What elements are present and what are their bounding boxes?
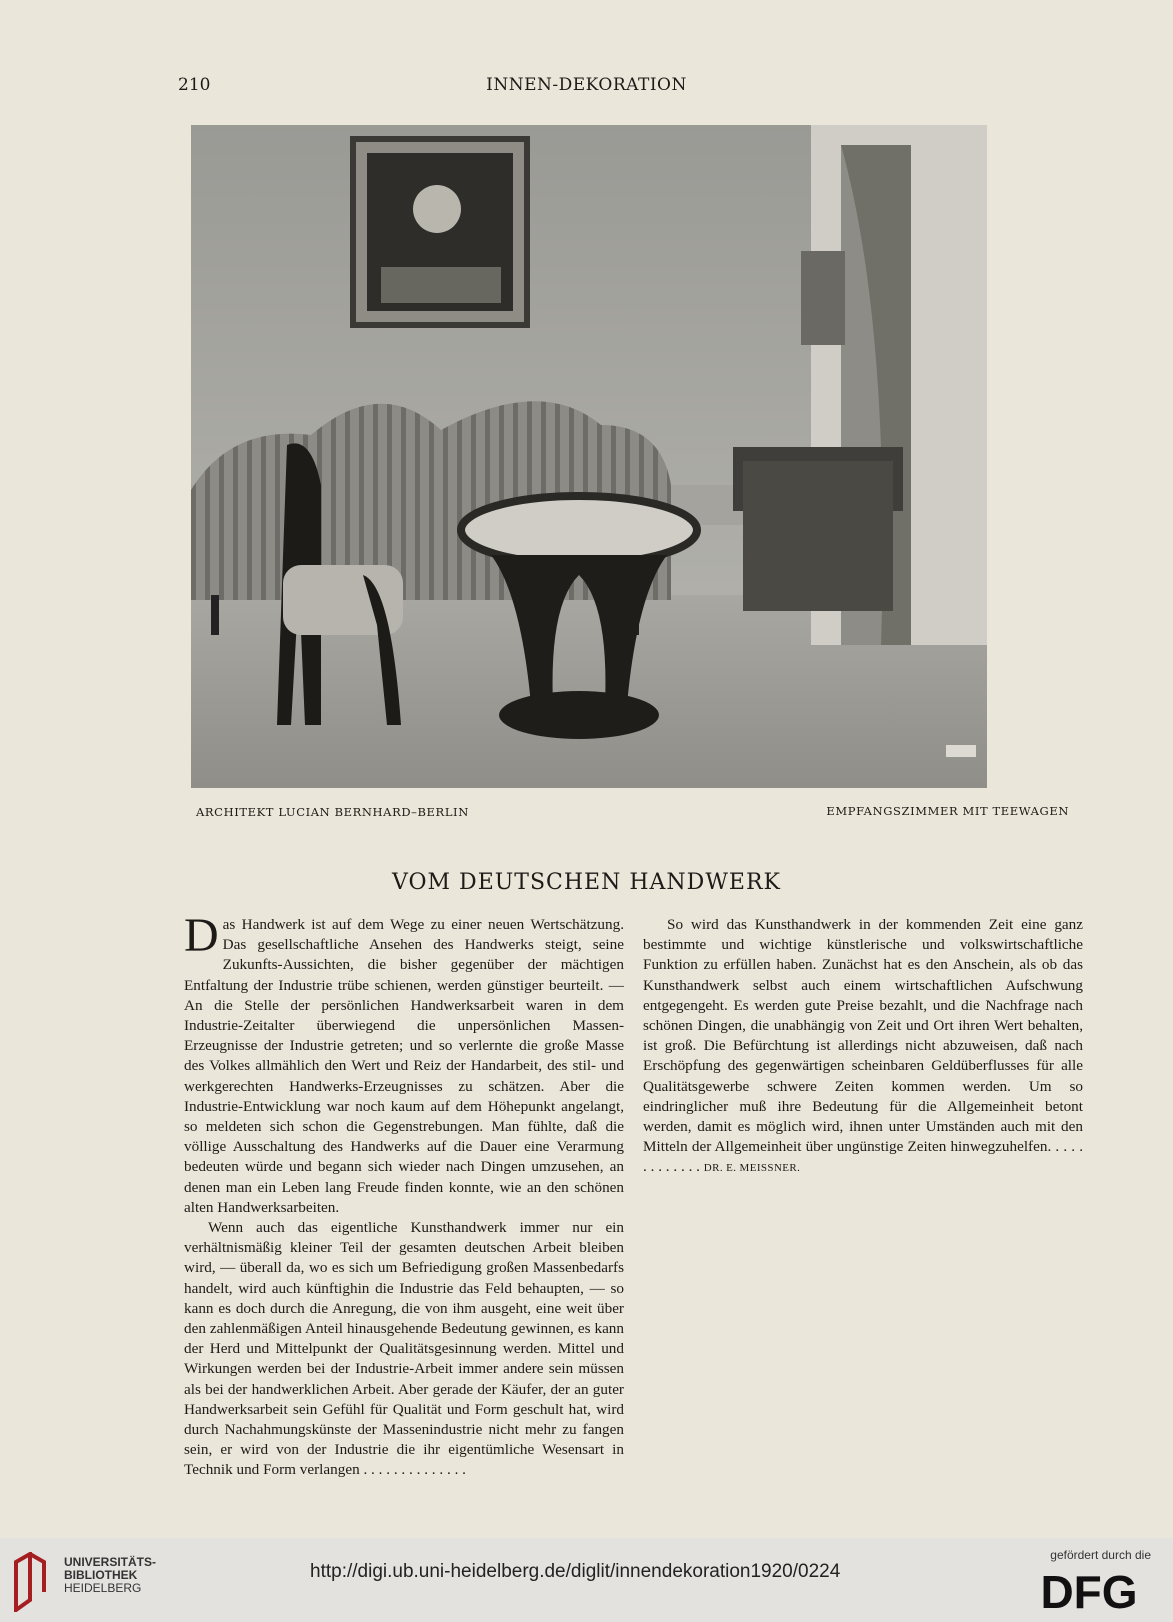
library-logo-icon <box>12 1552 48 1612</box>
interior-photograph <box>191 125 987 788</box>
library-name-line-2: BIBLIOTHEK <box>64 1568 138 1582</box>
library-name-line-3: HEIDELBERG <box>64 1581 142 1595</box>
author-byline: DR. E. MEISSNER. <box>703 1162 801 1175</box>
paragraph-3 <box>643 915 1083 1179</box>
page-number: 210 <box>178 75 211 95</box>
dfg-logo-text: DFG <box>1040 1566 1138 1614</box>
text-column-left <box>184 909 624 1481</box>
article-title: VOM DEUTSCHEN HANDWERK <box>392 870 781 895</box>
funding-label: gefördert durch die <box>1050 1548 1151 1562</box>
paragraph-1-text: as Handwerk ist auf dem Wege zu einer neuen Wertschätzung. Das gesellschaftliche Ansehen des Handwerks steigt, seine Zukunfts-Aussichten, die bisher gegenüber der mächtigen Entfaltung der Industrie trübe schienen, werden günstiger beurteilt. — An die Stelle der persönlichen Handwerksarbeit waren in dem Industrie-Zeitalter überwiegend die unpersönlichen Massen-Erzeugnisse der Industrie getreten; und so verlernte die große Masse des Volkes allmählich den Wert und Reiz der Handarbeit, des stil- und werkgerechten Handwerks-Erzeugnisses zu schätzen. Aber die Industrie-Entwicklung war noch kaum auf dem Höhepunkt angelangt, so meldeten sich schon die Gegenstrebungen. Man fühlte, daß die völlige Ausschaltung des Handwerks auf die Dauer eine Verarmung bedeuten würde und begann sich wieder nach Dingen umzusehen, an denen man ein Leben lang Freude finden konnte, wie an den schönen alten Handwerksarbeiten. <box>184 916 624 1216</box>
figure-caption-title: EMPFANGSZIMMER MIT TEEWAGEN <box>826 804 1069 818</box>
permalink-url[interactable]: http://digi.ub.uni-heidelberg.de/diglit/innendekoration1920/0224 <box>310 1561 841 1582</box>
paragraph-1 <box>184 909 624 1218</box>
drop-cap: D <box>184 909 219 962</box>
paragraph-2: Wenn auch das eigentliche Kunsthandwerk immer nur ein verhältnismäßig kleiner Teil der gesamten deutschen Arbeit bleiben wird, — überall da, wo es sich um Befriedigung großen Massenbedarfs handelt, wird auch künftighin die Industrie das Feld behaupten, — so kann es doch durch die Anregung, die von ihm ausgeht, eine weit über den zahlenmäßigen Anteil hinausgehende Bedeutung gewinnen, es kann der Herd und Mittelpunkt der Qualitätsgesinnung werden. Mittel und Wirkungen werden bei der Industrie-Arbeit immer andere sein müssen als bei der handwerklichen Arbeit. Aber gerade der Käufer, der an guter Handwerksarbeit sein Gefühl für Qualität und Form geschult hat, wird durch Nachahmungskünste der Massenindustrie nicht mehr zu fangen sein, er wird von der Industrie die ihr eigentümliche Wesensart in Technik und Form verlangen . . . . . . . . . . . . . . <box>184 1219 624 1479</box>
paragraph-3-text: So wird das Kunsthandwerk in der kommenden Zeit eine ganz bestimmte und wichtige künstlerische und volkswirtschaftliche Funktion zu erfüllen haben. Zunächst hat es den Anschein, als ob das Kunsthandwerk selbst auch einem wirtschaftlichen Aufschwung entgegengeht. Es werden gute Preise bezahlt, und die Nachfrage nach schönen Dingen, die unabhängig von Zeit und Ort ihren Wert behalten, ist groß. Die Befürchtung ist allerdings nicht abzuweisen, daß nach Erschöpfung des gegenwärtigen scheinbaren Geldüberflusses für alle Qualitätsgewerbe schwere Zeiten kommen werden. Um so eindringlicher muß ihre Bedeutung für die Allgemeinheit betont werden, damit es möglich wird, ihnen unter Umständen auch mit den Mitteln der Allgemeinheit über ungünstige Zeiten hinwegzuhelfen. . . . . . . . . . . . . <box>643 916 1083 1176</box>
text-column-right <box>643 915 1083 1179</box>
library-name-line-1: UNIVERSITÄTS- <box>64 1555 157 1569</box>
library-name <box>64 1556 156 1595</box>
dfg-logo <box>1025 1566 1153 1614</box>
running-head: INNEN-DEKORATION <box>486 75 687 95</box>
viewer-footer <box>0 1538 1173 1622</box>
figure-caption-architect: ARCHITEKT LUCIAN BERNHARD–BERLIN <box>196 805 469 819</box>
